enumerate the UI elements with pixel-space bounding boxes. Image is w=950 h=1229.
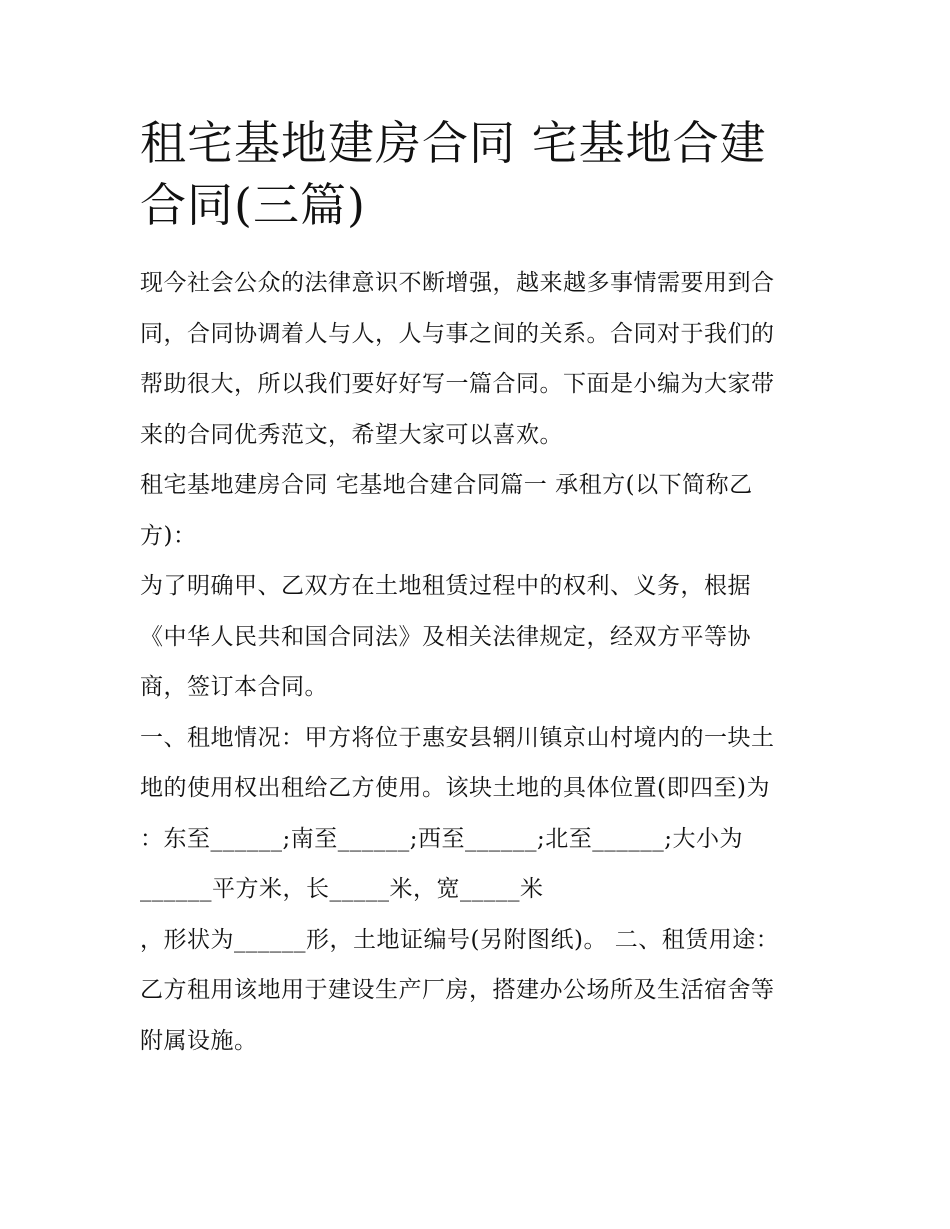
text-line: 附属设施。 — [140, 1027, 258, 1054]
title-line: 合同(三篇) — [140, 178, 366, 232]
section-heading-paragraph — [140, 460, 820, 561]
text-line: 租宅基地建房合同 宅基地合建合同篇一 承租方(以下简称乙 — [140, 472, 753, 498]
land-clause-paragraph — [140, 713, 820, 1067]
purpose-paragraph — [140, 561, 820, 713]
text-line: ：东至______;南至______;西至______;北至______;大小为 — [140, 825, 743, 852]
text-line: 来的合同优秀范文，希望大家可以喜欢。 — [140, 421, 563, 448]
text-line: 《中华人民共和国合同法》及相关法律规定，经双方平等协 — [140, 623, 751, 650]
document-page — [140, 112, 820, 1066]
title-line: 租宅基地建房合同 宅基地合建 — [140, 116, 767, 170]
text-line: 商，签订本合同。 — [140, 674, 328, 700]
text-line: 地的使用权出租给乙方使用。该块土地的具体位置(即四至)为 — [140, 775, 770, 801]
text-line: 为了明确甲、乙双方在土地租赁过程中的权利、义务，根据 — [140, 573, 751, 599]
document-title — [140, 112, 820, 236]
text-line: ______平方米，长_____米，宽_____米 — [140, 876, 544, 902]
text-line: 帮助很大，所以我们要好好写一篇合同。下面是小编为大家带 — [140, 371, 775, 397]
text-line: 一、租地情况：甲方将位于惠安县辋川镇京山村境内的一块土 — [140, 724, 775, 751]
text-line: ，形状为______形，土地证编号(另附图纸)。 二、租赁用途： — [140, 926, 780, 953]
text-line: 现今社会公众的法律意识不断增强，越来越多事情需要用到合 — [140, 270, 775, 296]
intro-paragraph — [140, 258, 820, 460]
text-line: 方)： — [140, 522, 197, 549]
text-line: 同，合同协调着人与人，人与事之间的关系。合同对于我们的 — [140, 320, 775, 347]
text-line: 乙方租用该地用于建设生产厂房，搭建办公场所及生活宿舍等 — [140, 977, 775, 1003]
